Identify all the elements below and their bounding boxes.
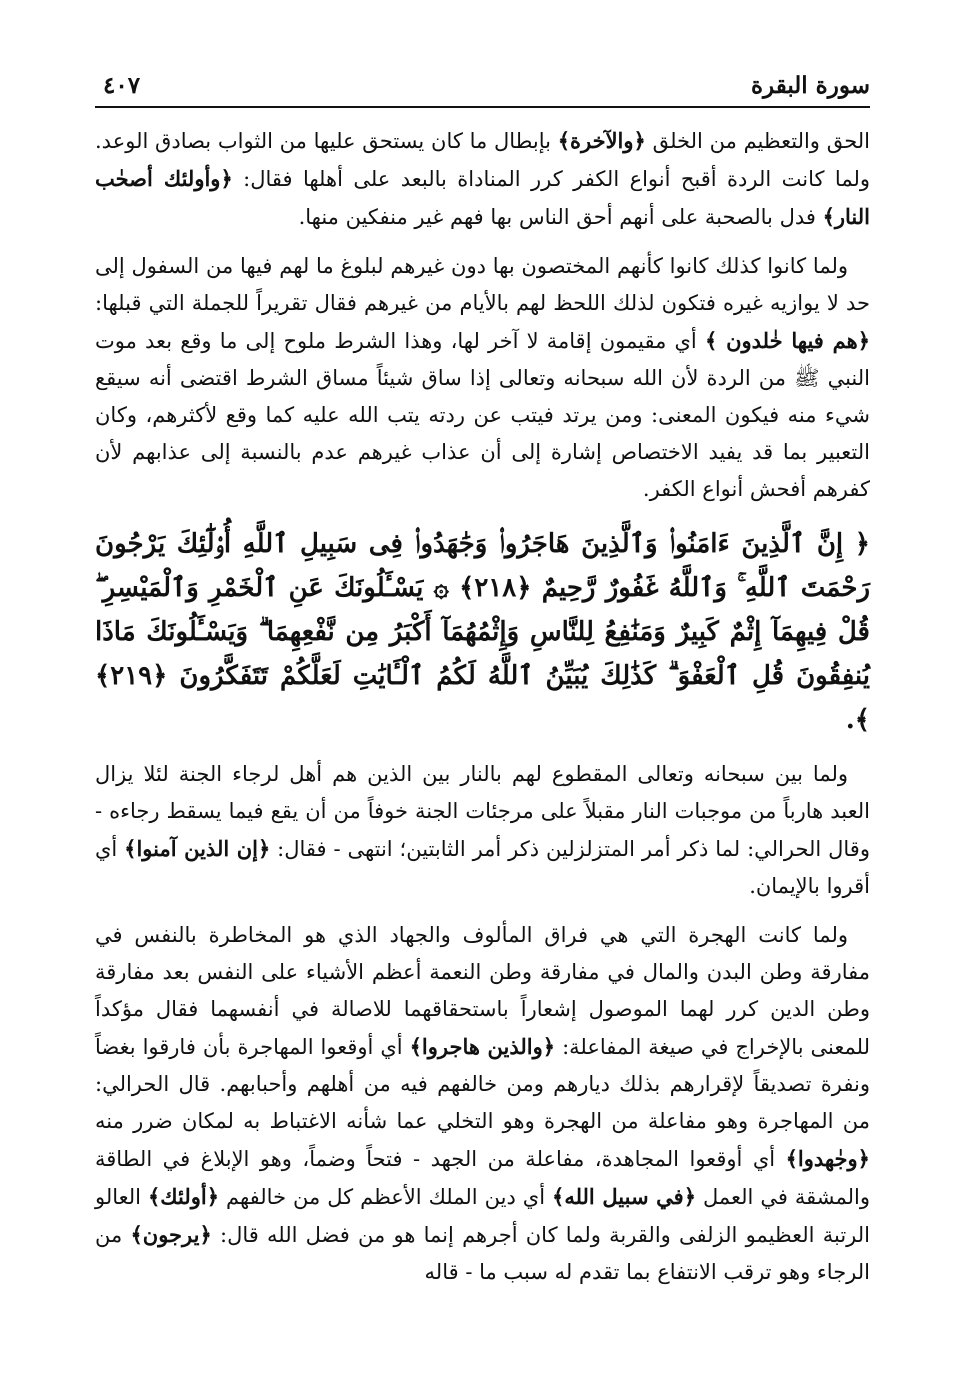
quran-quote: ﴿هم فيها خٰلدون ﴾ (704, 328, 871, 353)
header-rule (95, 106, 870, 108)
quran-quote: ﴿والآخرة﴾ (557, 128, 646, 153)
quran-quote: ﴿وأولئك أصحٰب النار﴾ (95, 166, 870, 229)
quran-quote: ﴿أولئك﴾ (147, 1184, 220, 1209)
quran-verses-block: ﴿ إِنَّ ٱلَّذِينَ ءَامَنُوا۟ وَٱلَّذِينَ هَاجَرُوا۟ وَجَٰهَدُوا۟ فِى سَبِيلِ ٱللَّهِ أُو۟لَٰٓئِكَ يَرْجُونَ رَحْمَتَ ٱللَّهِ ۚ وَٱللَّهُ غَفُورٌ رَّحِيمٌ ﴿٢١٨﴾ ۞ يَسْـَٔلُونَكَ عَنِ ٱلْخَمْرِ وَٱلْمَيْسِرِ ۖ قُلْ فِيهِمَآ إِثْمٌ كَبِيرٌ وَمَنَٰفِعُ لِلنَّاسِ وَإِثْمُهُمَآ أَكْبَرُ مِن نَّفْعِهِمَا ۗ وَيَسْـَٔلُونَكَ مَاذَا يُنفِقُونَ قُلِ ٱلْعَفْوَ ۗ كَذَٰلِكَ يُبَيِّنُ ٱللَّهُ لَكُمُ ٱلْـَٔايَٰتِ لَعَلَّكُمْ تَتَفَكَّرُونَ ﴿٢١٩﴾ ﴾. (95, 529, 870, 735)
text-run: ولما كانوا كذلك كانوا كأنهم المختصون بها دون غيرهم لبلوغ ما لهم فيها من السفول إلى حد لا يوازيه غيره فتكون لذلك اللحظ لهم بالأيام من غيرهم فقال تقريراً للجملة التي قبلها: (95, 254, 870, 315)
quran-quote: ﴿إن الذين آمنوا﴾ (124, 836, 271, 861)
paragraph-1 (95, 122, 870, 236)
text-run: العالو الرتبة العظيمو الزلفى والقربة ولما كان أجرهم إنما هو من فضل الله قال: (95, 1185, 870, 1247)
text-run: ولما بين سبحانه وتعالى المقطوع لهم بالنار بين الذين هم أهل لرجاء الجنة لئلا يزال العبد هارباً من موجبات النار مقبلاً على مرجئات الجنة خوفاً من أن يقع فيما يسقط رجاءه - وقال الحرالي: لما ذكر أمر المتزلزلين ذكر أمر الثابتين؛ انتهى - فقال: (95, 762, 870, 861)
paragraph-2 (95, 248, 870, 508)
paragraph-3 (95, 756, 870, 905)
page-header (95, 66, 870, 110)
quran-quote: ﴿والذين هاجروا﴾ (409, 1034, 556, 1059)
page-body (95, 122, 870, 1303)
paragraph-4 (95, 917, 870, 1291)
page-number: ٤٠٧ (103, 72, 141, 99)
text-run: أي أوقعوا المجاهدة، مفاعلة من الجهد - فتحاً وضماً، وهو الإبلاغ في الطاقة والمشقة في العمل (95, 1147, 870, 1209)
text-run: فدل بالصحبة على أنهم أحق الناس بها فهم غير منفكين منها. (298, 205, 823, 229)
text-run: من الرجاء وهو ترقب الانتفاع بما تقدم له سبب ما - قاله (95, 1223, 870, 1284)
text-run: أي دين الملك الأعظم كل من خالفهم (219, 1185, 553, 1209)
quran-quote: ﴿في سبيل الله﴾ (552, 1184, 696, 1209)
quran-quote: ﴿يرجون﴾ (130, 1222, 212, 1247)
text-run: الحق والتعظيم من الخلق (645, 129, 871, 153)
text-run: أي أقروا بالإيمان. (95, 837, 870, 898)
text-run: أي أوقعوا المهاجرة بأن فارقوا بغضاً ونفرة تصديقاً لإقرارهم بذلك ديارهم ومن خالفهم فيه من أهلهم وأحبابهم. قال الحرالي: من المهاجرة وهو مفاعلة من الهجرة وهو التخلي عما شأنه الاغتباط به لمكان ضرر منه (95, 1035, 870, 1133)
surah-title: سورة البقرة (750, 72, 870, 99)
text-run: أي مقيمون إقامة لا آخر لها، وهذا الشرط ملوح إلى ما وقع بعد موت النبي ﷺ من الردة لأن الله سبحانه وتعالى إذا ساق شيئاً مساق الشرط اقتضى أنه سيقع شيء منه فيكون المعنى: ومن يرتد فيتب عن ردته يتب الله عليه كما وقع لأكثرهم، وكان التعبير بما قد يفيد الاختصاص إشارة إلى أن عذاب غيرهم عدم بالنسبة إلى عذابهم لأن كفرهم أفحش أنواع الكفر. (95, 329, 870, 501)
quran-quote: ﴿وجٰهدوا﴾ (785, 1146, 870, 1171)
text-run: بإبطال ما كان يستحق عليها من الثواب بصادق الوعد. ولما كانت الردة أقبح أنواع الكفر كرر المناداة بالبعد على أهلها فقال: (95, 129, 870, 191)
text-run: ولما كانت الهجرة التي هي فراق المألوف والجهاد الذي هو المخاطرة بالنفس في مفارقة وطن البدن والمال في مفارقة وطن النعمة أعظم الأشياء على النفس بعد مفارقة وطن الدين كرر لهما الموصول إشعاراً باستحقاقهما للاصالة في أنفسهما فقال مؤكداً للمعنى بالإخراج في صيغة المفاعلة: (95, 923, 870, 1059)
